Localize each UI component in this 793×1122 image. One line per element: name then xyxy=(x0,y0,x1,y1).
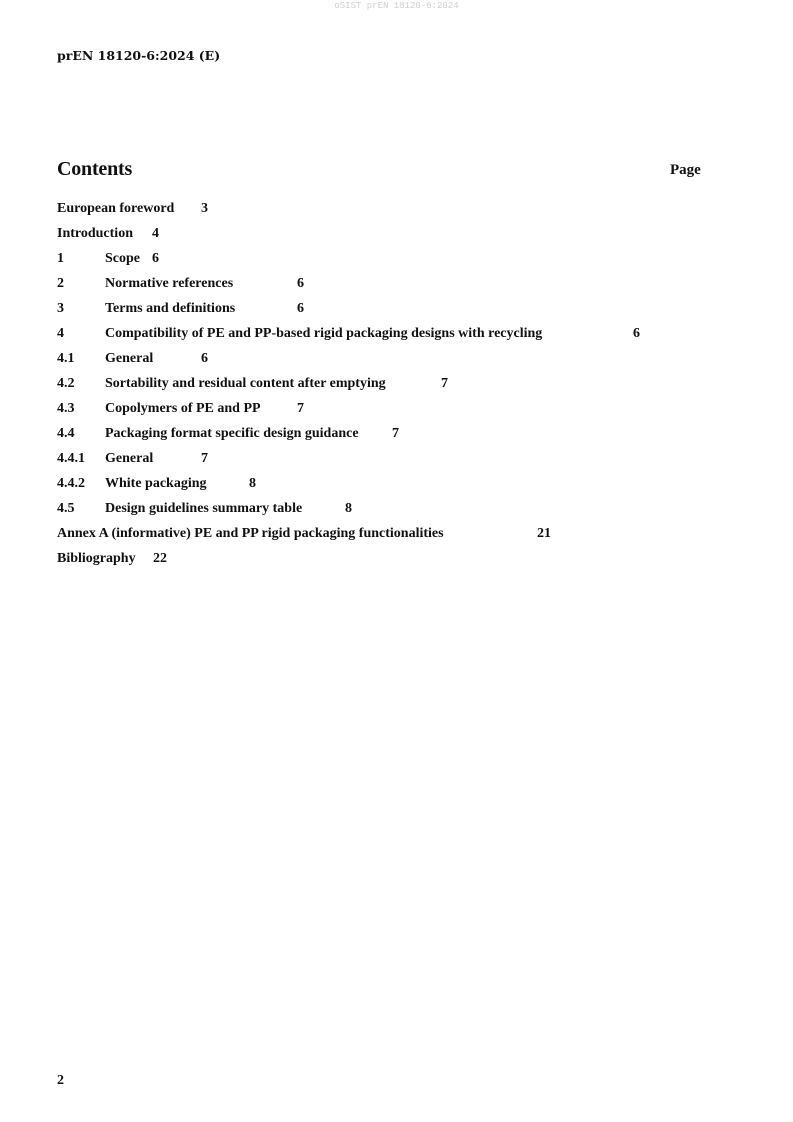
toc-page: 7 xyxy=(441,376,448,391)
toc-number: 4 xyxy=(57,326,64,341)
toc-number: 4.4 xyxy=(57,426,75,441)
contents-heading: Contents xyxy=(57,158,133,180)
toc-title[interactable]: Introduction xyxy=(57,226,133,241)
toc-page: 6 xyxy=(152,251,159,266)
toc-title[interactable]: Sortability and residual content after emptying xyxy=(105,376,386,391)
document-id-header: prEN 18120-6:2024 (E) xyxy=(57,48,221,63)
toc-title[interactable]: White packaging xyxy=(105,476,207,491)
toc-page: 7 xyxy=(201,451,208,466)
toc-number: 4.4.2 xyxy=(57,476,85,491)
toc-title[interactable]: Terms and definitions xyxy=(105,301,236,316)
toc-number: 4.4.1 xyxy=(57,451,85,466)
toc-number: 4.3 xyxy=(57,401,75,416)
toc-number: 1 xyxy=(57,251,64,266)
toc-page: 6 xyxy=(297,276,304,291)
toc-title[interactable]: Packaging format specific design guidance xyxy=(105,426,359,441)
toc-page: 22 xyxy=(153,551,167,566)
toc-title[interactable]: Bibliography xyxy=(57,551,136,566)
toc-title[interactable]: General xyxy=(105,351,154,366)
watermark: oSIST prEN 18120-6:2024 xyxy=(334,1,459,11)
toc-page: 7 xyxy=(297,401,304,416)
toc-page: 6 xyxy=(633,326,640,341)
toc-title[interactable]: General xyxy=(105,451,154,466)
toc-number: 4.2 xyxy=(57,376,75,391)
page-column-label: Page xyxy=(670,162,701,178)
page-number: 2 xyxy=(57,1073,64,1088)
toc-page: 8 xyxy=(345,501,352,516)
toc-page: 6 xyxy=(297,301,304,316)
toc-title[interactable]: Annex A (informative) PE and PP rigid packaging functionalities xyxy=(57,526,444,541)
toc-page: 6 xyxy=(201,351,208,366)
toc-title[interactable]: Copolymers of PE and PP xyxy=(105,401,261,416)
toc-number: 4.5 xyxy=(57,501,75,516)
toc-number: 2 xyxy=(57,276,64,291)
toc-page: 7 xyxy=(392,426,399,441)
toc-page: 8 xyxy=(249,476,256,491)
toc-title[interactable]: Design guidelines summary table xyxy=(105,501,303,516)
toc-number: 4.1 xyxy=(57,351,75,366)
toc-title[interactable]: Normative references xyxy=(105,276,234,291)
toc-number: 3 xyxy=(57,301,64,316)
toc-page: 3 xyxy=(201,201,208,216)
toc-title[interactable]: Scope xyxy=(105,251,140,266)
toc-page: 21 xyxy=(537,526,551,541)
toc-title[interactable]: European foreword xyxy=(57,201,175,216)
toc-page: 4 xyxy=(152,226,159,241)
toc-title[interactable]: Compatibility of PE and PP-based rigid packaging designs with recycling xyxy=(105,326,543,341)
